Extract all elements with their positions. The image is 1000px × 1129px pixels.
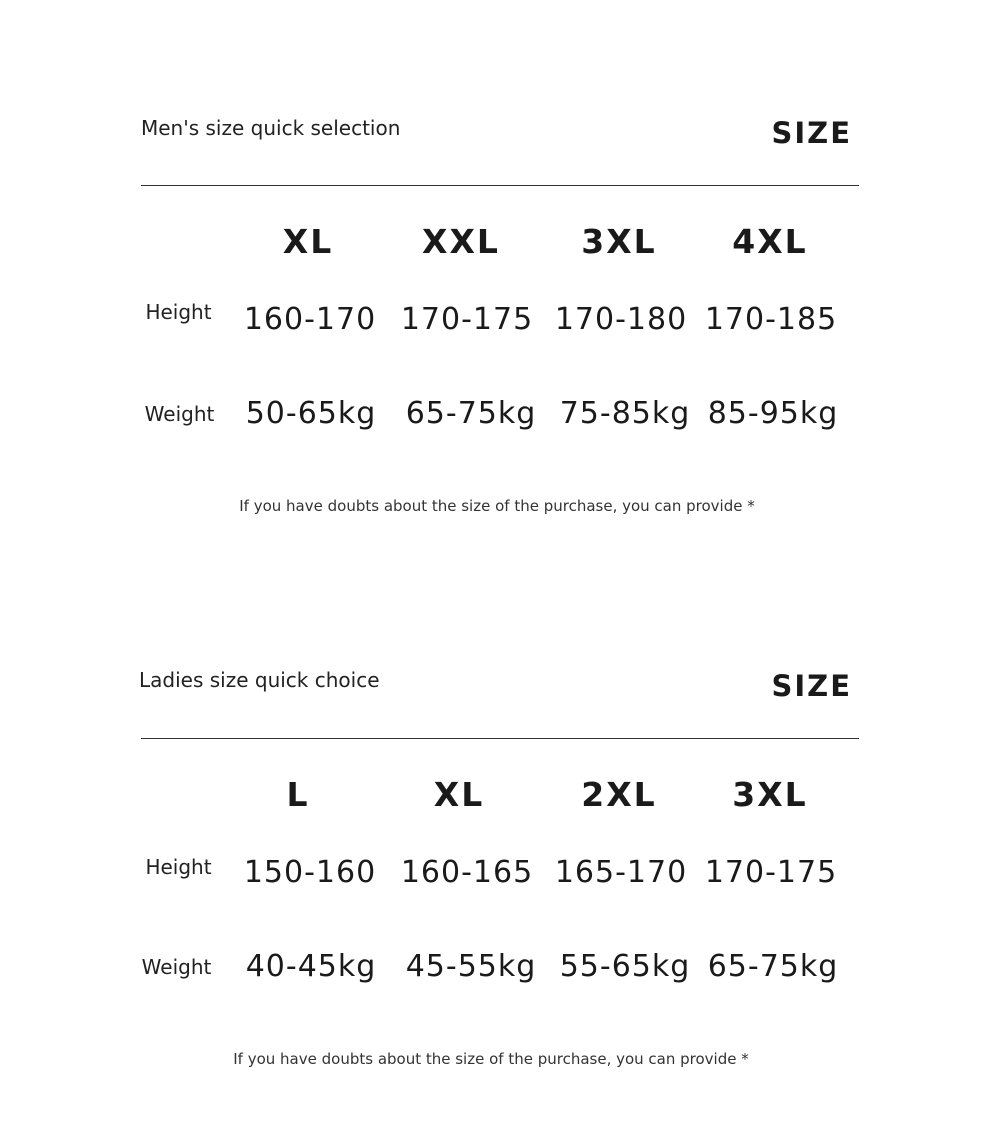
weight-value: 55-65kg — [559, 949, 691, 984]
size-column-header: 3XL — [581, 222, 657, 261]
height-value: 160-165 — [400, 855, 534, 890]
size-column-header: XXL — [422, 222, 500, 261]
weight-value: 50-65kg — [245, 396, 377, 431]
height-value: 170-185 — [704, 302, 838, 337]
size-heading: SIZE — [771, 116, 852, 150]
height-value: 170-180 — [554, 302, 688, 337]
size-help-note: If you have doubts about the size of the purchase, you can provide * — [239, 497, 755, 515]
size-heading: SIZE — [771, 669, 852, 703]
height-value: 160-170 — [243, 302, 377, 337]
size-column-header: XL — [282, 222, 334, 261]
size-column-header: XL — [433, 775, 485, 814]
size-help-note: If you have doubts about the size of the purchase, you can provide * — [233, 1050, 749, 1068]
size-column-header: 3XL — [732, 775, 808, 814]
height-label: Height — [145, 855, 212, 879]
divider — [141, 738, 859, 739]
weight-value: 40-45kg — [245, 949, 377, 984]
size-column-header: L — [286, 775, 310, 814]
weight-label: Weight — [144, 402, 215, 426]
weight-value: 65-75kg — [405, 396, 537, 431]
height-value: 150-160 — [243, 855, 377, 890]
height-value: 170-175 — [704, 855, 838, 890]
height-value: 170-175 — [400, 302, 534, 337]
weight-label: Weight — [141, 955, 212, 979]
size-column-header: 4XL — [732, 222, 808, 261]
section-title: Ladies size quick choice — [139, 668, 380, 692]
weight-value: 85-95kg — [707, 396, 839, 431]
section-title: Men's size quick selection — [141, 116, 401, 140]
weight-value: 45-55kg — [405, 949, 537, 984]
height-value: 165-170 — [554, 855, 688, 890]
size-column-header: 2XL — [581, 775, 657, 814]
weight-value: 75-85kg — [559, 396, 691, 431]
height-label: Height — [145, 300, 212, 324]
weight-value: 65-75kg — [707, 949, 839, 984]
